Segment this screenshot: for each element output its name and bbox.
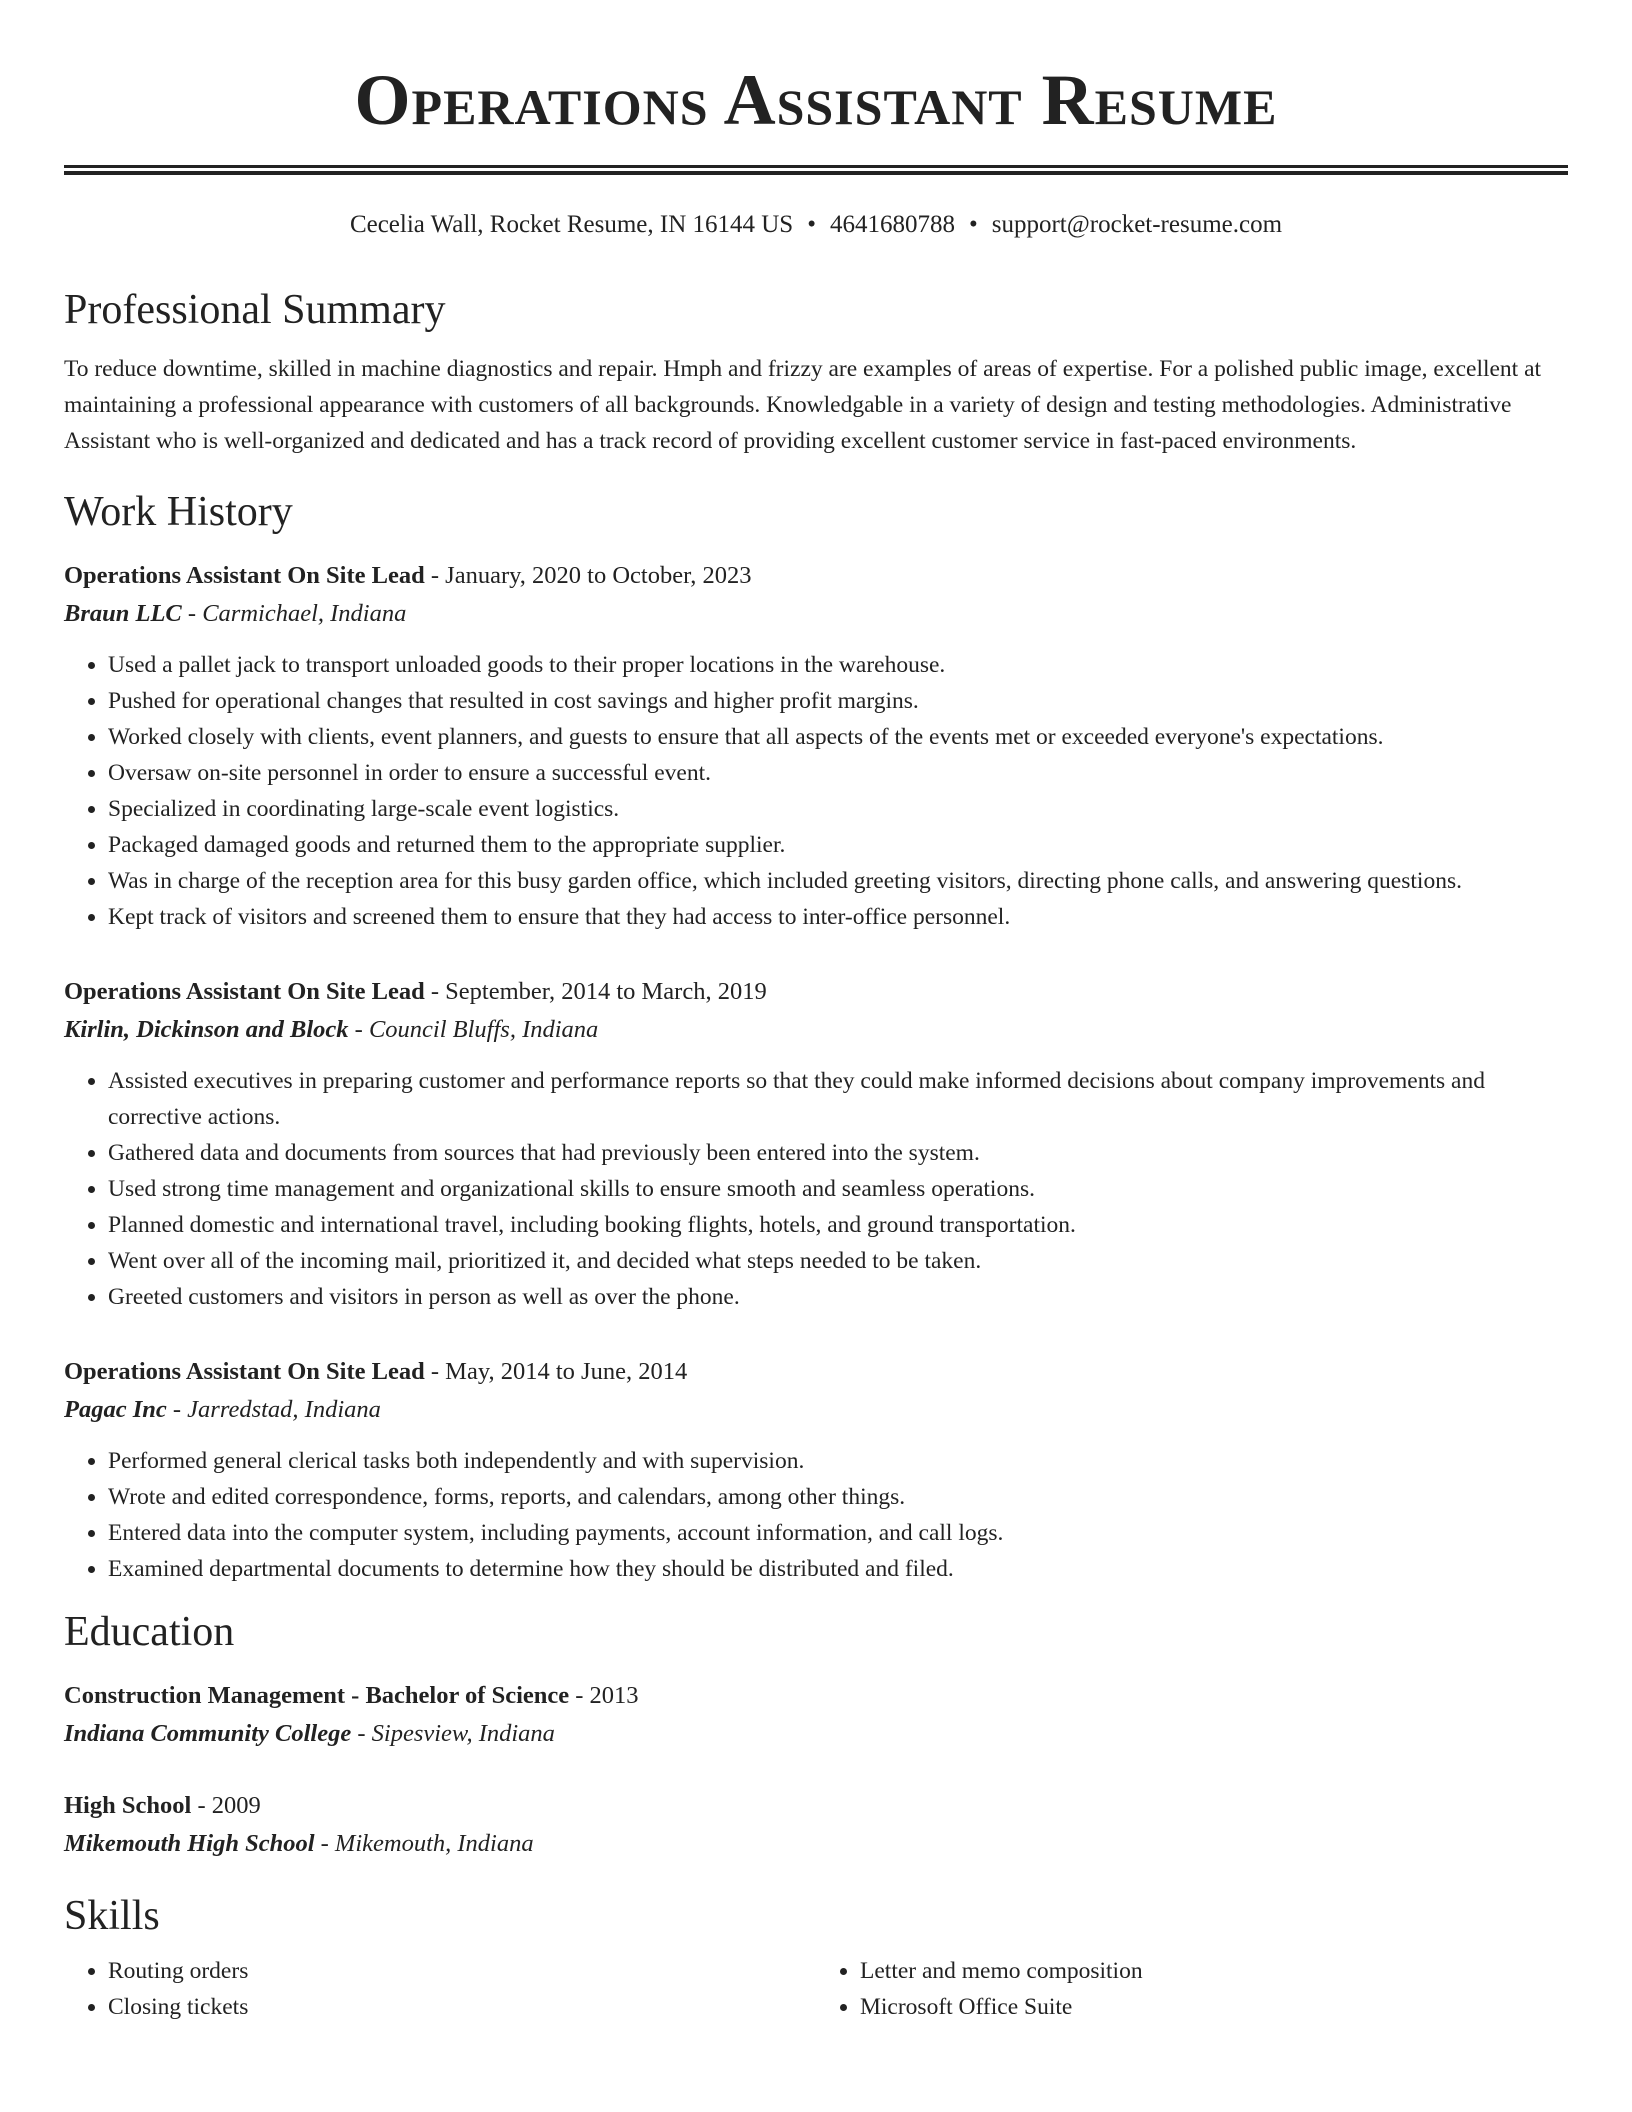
job-bullets xyxy=(64,1063,1568,1315)
education-location: - Sipesview, Indiana xyxy=(351,1720,555,1747)
education-entry xyxy=(64,1787,1568,1863)
education-school-line xyxy=(64,1715,1568,1753)
education-location: - Mikemouth, Indiana xyxy=(314,1830,534,1857)
summary-text: To reduce downtime, skilled in machine diagnostics and repair. Hmph and frizzy are examples of areas of expertise. For a polished public image, excellent at maintaining a professional appearance with customers of all backgrounds. Knowledgable in a variety of design and testing methodologies. Administrative Assistant who is well-organized and dedicated and has a track record of providing excellent customer service in fast-paced environments. xyxy=(64,356,1542,454)
skill-item: • Microsoft Office Suite xyxy=(860,1989,1568,2025)
job-company-line xyxy=(64,595,1568,633)
education-degree: High School xyxy=(64,1792,192,1819)
job-dates: - September, 2014 to March, 2019 xyxy=(424,978,767,1005)
job-entry xyxy=(64,1353,1568,1587)
job-bullet: • Planned domestic and international travel, including booking flights, hotels, and ground transportation. xyxy=(108,1207,1568,1243)
job-entry xyxy=(64,557,1568,935)
job-bullet: • Pushed for operational changes that resulted in cost savings and higher profit margins. xyxy=(108,683,1568,719)
skill-item: • Closing tickets xyxy=(108,1989,816,2025)
section-heading-education: Education xyxy=(64,1609,235,1655)
contact-address: Cecelia Wall, Rocket Resume, IN 16144 US xyxy=(349,211,794,238)
job-bullet: • Assisted executives in preparing customer and performance reports so that they could make informed decisions about company improvements and corrective actions. xyxy=(108,1063,1568,1135)
job-bullets xyxy=(64,647,1568,935)
education-year: - 2009 xyxy=(191,1792,261,1819)
job-title-line xyxy=(64,557,1568,595)
education-school: Mikemouth High School xyxy=(64,1830,315,1857)
contact-email: support@rocket-resume.com xyxy=(991,211,1283,238)
skill-item: • Letter and memo composition xyxy=(860,1953,1568,1989)
education-year: - 2013 xyxy=(569,1682,639,1709)
job-bullet: • Oversaw on-site personnel in order to ensure a successful event. xyxy=(108,755,1568,791)
section-heading-summary: Professional Summary xyxy=(64,287,446,333)
contact-separator: • xyxy=(968,211,978,238)
job-bullet: • Packaged damaged goods and returned them to the appropriate supplier. xyxy=(108,827,1568,863)
job-bullet: • Entered data into the computer system, including payments, account information, and call logs. xyxy=(108,1515,1568,1551)
job-role: Operations Assistant On Site Lead xyxy=(64,1358,425,1385)
job-bullet: • Greeted customers and visitors in person as well as over the phone. xyxy=(108,1279,1568,1315)
job-role: Operations Assistant On Site Lead xyxy=(64,562,425,589)
contact-line xyxy=(64,207,1568,243)
contact-phone: 4641680788 xyxy=(829,211,955,238)
job-entry xyxy=(64,973,1568,1315)
education-entry xyxy=(64,1677,1568,1753)
resume-title: Operations Assistant Resume xyxy=(354,60,1278,140)
job-bullet: • Went over all of the incoming mail, prioritized it, and decided what steps needed to be taken. xyxy=(108,1243,1568,1279)
education-school: Indiana Community College xyxy=(64,1720,352,1747)
contact-separator: • xyxy=(807,211,816,238)
job-bullet: • Worked closely with clients, event planners, and guests to ensure that all aspects of the events met or exceeded everyone's expectations. xyxy=(108,719,1568,755)
job-company-line xyxy=(64,1011,1568,1049)
job-location: - Council Bluffs, Indiana xyxy=(348,1016,599,1043)
job-bullet: • Kept track of visitors and screened them to ensure that they had access to inter-office personnel. xyxy=(108,899,1568,935)
job-company-line xyxy=(64,1391,1568,1429)
job-dates: - January, 2020 to October, 2023 xyxy=(424,562,752,589)
job-bullet: • Examined departmental documents to determine how they should be distributed and filed. xyxy=(108,1551,1568,1587)
job-company: Braun LLC xyxy=(64,600,182,627)
job-role: Operations Assistant On Site Lead xyxy=(64,978,425,1005)
job-bullet: • Was in charge of the reception area for this busy garden office, which included greeting visitors, directing phone calls, and answering questions. xyxy=(108,863,1568,899)
job-title-line xyxy=(64,1353,1568,1391)
job-bullet: • Used a pallet jack to transport unloaded goods to their proper locations in the warehouse. xyxy=(108,647,1568,683)
education-degree: Construction Management - Bachelor of Science xyxy=(64,1682,570,1709)
section-heading-work-history: Work History xyxy=(64,489,293,535)
job-bullet: • Gathered data and documents from sources that had previously been entered into the system. xyxy=(108,1135,1568,1171)
education-degree-line xyxy=(64,1787,1568,1825)
job-bullet: • Performed general clerical tasks both independently and with supervision. xyxy=(108,1443,1568,1479)
section-heading-skills: Skills xyxy=(64,1893,160,1939)
skills-grid xyxy=(64,1953,1568,2025)
job-title-line xyxy=(64,973,1568,1011)
job-company: Pagac Inc xyxy=(64,1396,167,1423)
job-company: Kirlin, Dickinson and Block xyxy=(64,1016,349,1043)
job-dates: - May, 2014 to June, 2014 xyxy=(424,1358,688,1385)
education-degree-line xyxy=(64,1677,1568,1715)
job-location: - Carmichael, Indiana xyxy=(181,600,407,627)
skills-column-left xyxy=(64,1953,816,2025)
job-bullet: • Used strong time management and organizational skills to ensure smooth and seamless operations. xyxy=(108,1171,1568,1207)
job-bullet: • Specialized in coordinating large-scale event logistics. xyxy=(108,791,1568,827)
education-school-line xyxy=(64,1825,1568,1863)
job-location: - Jarredstad, Indiana xyxy=(166,1396,381,1423)
job-bullet: • Wrote and edited correspondence, forms, reports, and calendars, among other things. xyxy=(108,1479,1568,1515)
title-divider xyxy=(64,165,1568,175)
skills-column-right xyxy=(816,1953,1568,2025)
skill-item: • Routing orders xyxy=(108,1953,816,1989)
job-bullets xyxy=(64,1443,1568,1587)
